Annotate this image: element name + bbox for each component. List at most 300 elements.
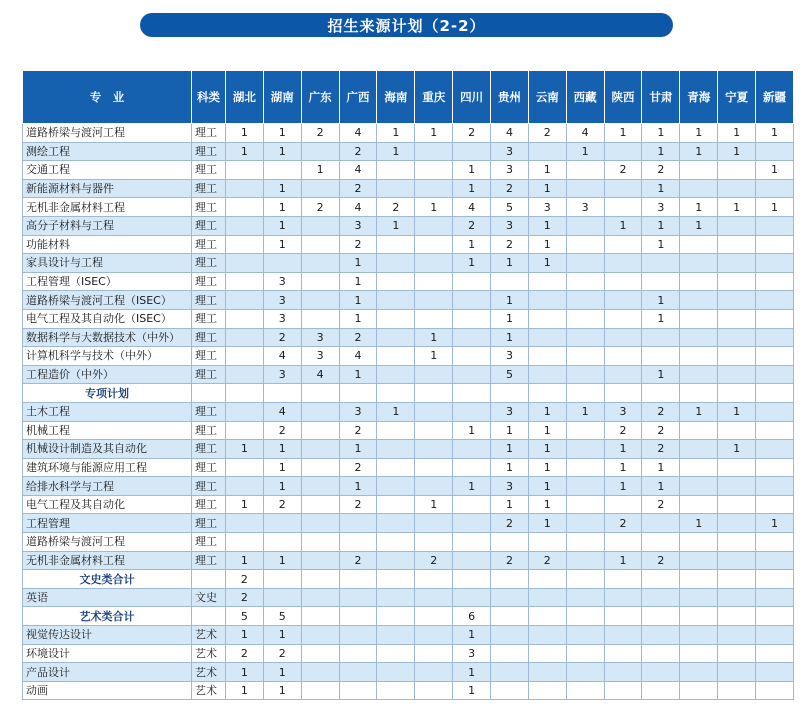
- quota-cell: [718, 551, 756, 570]
- major-cell: 工程管理: [23, 514, 192, 533]
- quota-cell: 1: [528, 495, 566, 514]
- quota-cell: [453, 551, 491, 570]
- quota-cell: 3: [566, 198, 604, 217]
- category-cell: 理工: [192, 198, 226, 217]
- quota-cell: 1: [756, 161, 794, 180]
- quota-cell: [642, 384, 680, 403]
- quota-cell: [680, 607, 718, 626]
- quota-cell: [263, 514, 301, 533]
- quota-cell: [756, 142, 794, 161]
- quota-cell: [566, 328, 604, 347]
- category-cell: 理工: [192, 440, 226, 459]
- quota-cell: 1: [377, 124, 415, 143]
- quota-cell: [415, 216, 453, 235]
- quota-cell: 5: [491, 365, 529, 384]
- quota-cell: 1: [226, 681, 264, 700]
- quota-cell: 4: [491, 124, 529, 143]
- quota-cell: [718, 235, 756, 254]
- quota-cell: [453, 402, 491, 421]
- quota-cell: [756, 495, 794, 514]
- quota-cell: [718, 477, 756, 496]
- quota-cell: [415, 644, 453, 663]
- quota-cell: [339, 607, 377, 626]
- section-row: [23, 607, 794, 626]
- quota-cell: 1: [680, 216, 718, 235]
- quota-cell: [301, 291, 339, 310]
- quota-cell: 1: [491, 254, 529, 273]
- quota-cell: [301, 235, 339, 254]
- quota-cell: 2: [604, 421, 642, 440]
- quota-cell: 4: [566, 124, 604, 143]
- quota-cell: [756, 663, 794, 682]
- quota-cell: 1: [680, 514, 718, 533]
- quota-cell: [263, 254, 301, 273]
- quota-cell: 3: [491, 477, 529, 496]
- quota-cell: 3: [301, 347, 339, 366]
- quota-cell: [377, 272, 415, 291]
- quota-cell: [756, 291, 794, 310]
- quota-cell: 1: [453, 477, 491, 496]
- table-row: [23, 514, 794, 533]
- page-title: 招生来源计划（2-2）: [140, 13, 673, 37]
- quota-cell: [377, 588, 415, 607]
- category-header: 科类: [192, 71, 226, 124]
- quota-cell: [415, 626, 453, 645]
- quota-cell: [718, 495, 756, 514]
- category-cell: [192, 384, 226, 403]
- major-cell: 工程管理（ISEC）: [23, 272, 192, 291]
- quota-cell: [226, 161, 264, 180]
- category-cell: 理工: [192, 291, 226, 310]
- quota-cell: [377, 291, 415, 310]
- quota-cell: 2: [642, 551, 680, 570]
- quota-cell: [566, 626, 604, 645]
- quota-cell: 1: [604, 458, 642, 477]
- quota-cell: 1: [528, 458, 566, 477]
- quota-cell: [415, 477, 453, 496]
- quota-cell: [642, 272, 680, 291]
- quota-cell: 2: [604, 161, 642, 180]
- quota-cell: 1: [415, 328, 453, 347]
- quota-cell: [339, 588, 377, 607]
- quota-cell: [453, 272, 491, 291]
- major-cell: 道路桥梁与渡河工程: [23, 533, 192, 552]
- quota-cell: [339, 663, 377, 682]
- quota-cell: [604, 347, 642, 366]
- quota-cell: [453, 440, 491, 459]
- quota-cell: 3: [491, 161, 529, 180]
- quota-cell: [301, 384, 339, 403]
- quota-cell: [756, 477, 794, 496]
- quota-cell: [491, 644, 529, 663]
- major-cell: 无机非金属材料工程: [23, 198, 192, 217]
- quota-cell: [566, 458, 604, 477]
- quota-cell: [453, 514, 491, 533]
- quota-cell: [566, 681, 604, 700]
- category-cell: 理工: [192, 402, 226, 421]
- quota-cell: 1: [415, 495, 453, 514]
- quota-cell: 2: [642, 402, 680, 421]
- quota-cell: [453, 384, 491, 403]
- quota-cell: [301, 607, 339, 626]
- major-cell: 机械工程: [23, 421, 192, 440]
- quota-cell: [604, 254, 642, 273]
- major-cell: 动画: [23, 681, 192, 700]
- quota-cell: [528, 607, 566, 626]
- quota-cell: 1: [491, 458, 529, 477]
- quota-cell: 3: [263, 309, 301, 328]
- quota-cell: [226, 309, 264, 328]
- table-row: [23, 495, 794, 514]
- quota-cell: 1: [339, 272, 377, 291]
- quota-cell: [453, 291, 491, 310]
- table-row: [23, 365, 794, 384]
- quota-cell: [301, 440, 339, 459]
- major-cell: 高分子材料与工程: [23, 216, 192, 235]
- quota-cell: 1: [604, 551, 642, 570]
- quota-cell: 1: [642, 291, 680, 310]
- quota-cell: [566, 161, 604, 180]
- quota-cell: [680, 533, 718, 552]
- quota-cell: 1: [756, 514, 794, 533]
- quota-cell: [566, 347, 604, 366]
- quota-cell: [604, 309, 642, 328]
- quota-cell: [415, 365, 453, 384]
- quota-cell: [226, 477, 264, 496]
- quota-cell: [491, 626, 529, 645]
- quota-cell: 1: [263, 235, 301, 254]
- major-cell: 机械设计制造及其自动化: [23, 440, 192, 459]
- quota-cell: [339, 514, 377, 533]
- quota-cell: [756, 309, 794, 328]
- quota-cell: 1: [528, 179, 566, 198]
- quota-cell: [528, 328, 566, 347]
- quota-cell: 3: [263, 365, 301, 384]
- quota-cell: [642, 681, 680, 700]
- quota-cell: 5: [226, 607, 264, 626]
- category-cell: 理工: [192, 179, 226, 198]
- category-cell: 理工: [192, 161, 226, 180]
- category-cell: 理工: [192, 254, 226, 273]
- quota-cell: [680, 365, 718, 384]
- table-row: [23, 272, 794, 291]
- quota-cell: 1: [604, 124, 642, 143]
- quota-cell: 3: [263, 272, 301, 291]
- quota-cell: [226, 254, 264, 273]
- quota-cell: [377, 607, 415, 626]
- quota-cell: [453, 495, 491, 514]
- quota-cell: [415, 291, 453, 310]
- quota-cell: 1: [642, 458, 680, 477]
- quota-cell: [642, 254, 680, 273]
- table-row: [23, 124, 794, 143]
- table-row: [23, 142, 794, 161]
- major-cell: 电气工程及其自动化（ISEC）: [23, 309, 192, 328]
- quota-cell: [377, 179, 415, 198]
- quota-cell: [680, 254, 718, 273]
- quota-cell: [566, 272, 604, 291]
- quota-cell: 4: [339, 161, 377, 180]
- quota-cell: 2: [642, 161, 680, 180]
- quota-cell: [226, 291, 264, 310]
- category-cell: 理工: [192, 458, 226, 477]
- category-cell: 理工: [192, 216, 226, 235]
- quota-cell: [566, 588, 604, 607]
- quota-cell: [301, 495, 339, 514]
- quota-cell: 1: [528, 421, 566, 440]
- quota-cell: [263, 570, 301, 589]
- quota-cell: [528, 588, 566, 607]
- quota-cell: 1: [263, 142, 301, 161]
- quota-cell: [415, 514, 453, 533]
- quota-cell: [718, 626, 756, 645]
- quota-cell: 1: [453, 663, 491, 682]
- quota-cell: [377, 328, 415, 347]
- quota-cell: [339, 570, 377, 589]
- quota-cell: [718, 384, 756, 403]
- quota-cell: [377, 626, 415, 645]
- major-cell: 交通工程: [23, 161, 192, 180]
- quota-cell: [226, 216, 264, 235]
- quota-cell: 1: [226, 495, 264, 514]
- major-header: 专 业: [23, 71, 192, 124]
- quota-cell: [377, 663, 415, 682]
- quota-cell: [415, 235, 453, 254]
- category-cell: 理工: [192, 495, 226, 514]
- table-row: [23, 254, 794, 273]
- major-cell: 视觉传达设计: [23, 626, 192, 645]
- quota-cell: [377, 495, 415, 514]
- quota-cell: [718, 514, 756, 533]
- quota-cell: [301, 216, 339, 235]
- quota-cell: [604, 681, 642, 700]
- table-body: [23, 124, 794, 700]
- quota-cell: 4: [453, 198, 491, 217]
- quota-cell: [718, 272, 756, 291]
- quota-cell: 1: [528, 514, 566, 533]
- quota-cell: [377, 440, 415, 459]
- quota-cell: [642, 328, 680, 347]
- quota-cell: [491, 570, 529, 589]
- quota-cell: [604, 365, 642, 384]
- quota-cell: 1: [680, 124, 718, 143]
- quota-cell: 1: [491, 440, 529, 459]
- quota-cell: [756, 402, 794, 421]
- quota-cell: [680, 495, 718, 514]
- table-row: [23, 179, 794, 198]
- quota-cell: [226, 179, 264, 198]
- quota-cell: 1: [756, 124, 794, 143]
- quota-cell: 3: [301, 328, 339, 347]
- quota-cell: [604, 179, 642, 198]
- quota-cell: 1: [718, 124, 756, 143]
- quota-cell: 2: [226, 570, 264, 589]
- quota-cell: [339, 626, 377, 645]
- province-header: 湖北: [226, 71, 264, 124]
- table-header-row: [23, 71, 794, 124]
- quota-cell: [415, 588, 453, 607]
- quota-cell: 1: [453, 626, 491, 645]
- enrollment-plan-table: [22, 70, 794, 700]
- quota-cell: [604, 644, 642, 663]
- quota-cell: [756, 254, 794, 273]
- quota-cell: 1: [528, 440, 566, 459]
- table-row: [23, 309, 794, 328]
- table-row: [23, 402, 794, 421]
- quota-cell: 2: [415, 551, 453, 570]
- major-cell: 工程造价（中外）: [23, 365, 192, 384]
- quota-cell: [604, 533, 642, 552]
- quota-cell: [377, 309, 415, 328]
- quota-cell: 1: [226, 663, 264, 682]
- quota-cell: 1: [680, 142, 718, 161]
- quota-cell: 1: [491, 495, 529, 514]
- quota-cell: [718, 663, 756, 682]
- quota-cell: [226, 272, 264, 291]
- quota-cell: 1: [718, 142, 756, 161]
- quota-cell: 1: [453, 681, 491, 700]
- quota-cell: 2: [491, 235, 529, 254]
- quota-cell: 1: [339, 291, 377, 310]
- quota-cell: [377, 551, 415, 570]
- quota-cell: 2: [226, 644, 264, 663]
- quota-cell: 1: [263, 198, 301, 217]
- quota-cell: [680, 458, 718, 477]
- quota-cell: 1: [491, 328, 529, 347]
- quota-cell: [718, 309, 756, 328]
- quota-cell: [491, 663, 529, 682]
- quota-cell: [680, 272, 718, 291]
- quota-cell: [718, 347, 756, 366]
- quota-cell: [566, 254, 604, 273]
- quota-cell: [301, 142, 339, 161]
- quota-cell: [491, 588, 529, 607]
- quota-cell: 1: [604, 440, 642, 459]
- quota-cell: 2: [226, 588, 264, 607]
- quota-cell: 3: [491, 402, 529, 421]
- quota-cell: 3: [491, 142, 529, 161]
- quota-cell: [718, 644, 756, 663]
- quota-cell: 2: [339, 179, 377, 198]
- quota-cell: 1: [339, 365, 377, 384]
- major-cell: 数据科学与大数据技术（中外）: [23, 328, 192, 347]
- table-row: [23, 291, 794, 310]
- quota-cell: 1: [301, 161, 339, 180]
- quota-cell: [604, 626, 642, 645]
- quota-cell: [377, 347, 415, 366]
- quota-cell: 4: [263, 402, 301, 421]
- quota-cell: 2: [642, 421, 680, 440]
- quota-cell: [566, 291, 604, 310]
- quota-cell: [528, 309, 566, 328]
- quota-cell: 2: [301, 198, 339, 217]
- category-cell: 理工: [192, 328, 226, 347]
- quota-cell: [301, 588, 339, 607]
- quota-cell: 3: [339, 402, 377, 421]
- quota-cell: [226, 198, 264, 217]
- major-cell: 测绘工程: [23, 142, 192, 161]
- quota-cell: [566, 216, 604, 235]
- quota-cell: 1: [263, 477, 301, 496]
- quota-cell: 2: [491, 551, 529, 570]
- quota-cell: 2: [604, 514, 642, 533]
- quota-cell: [604, 328, 642, 347]
- quota-cell: [226, 458, 264, 477]
- quota-cell: 1: [226, 440, 264, 459]
- quota-cell: 2: [453, 124, 491, 143]
- province-header: 广东: [301, 71, 339, 124]
- province-header: 陕西: [604, 71, 642, 124]
- quota-cell: 2: [642, 440, 680, 459]
- quota-cell: [301, 570, 339, 589]
- quota-cell: [566, 644, 604, 663]
- quota-cell: [415, 254, 453, 273]
- table-row: [23, 235, 794, 254]
- quota-cell: [756, 644, 794, 663]
- quota-cell: [301, 514, 339, 533]
- quota-cell: [566, 179, 604, 198]
- quota-cell: 3: [491, 216, 529, 235]
- quota-cell: [453, 365, 491, 384]
- quota-cell: [604, 570, 642, 589]
- quota-cell: 1: [528, 402, 566, 421]
- quota-cell: [680, 588, 718, 607]
- quota-cell: [718, 570, 756, 589]
- category-cell: 理工: [192, 421, 226, 440]
- major-cell: 无机非金属材料工程: [23, 551, 192, 570]
- section-label: 专项计划: [23, 384, 192, 403]
- quota-cell: [377, 477, 415, 496]
- table-row: [23, 533, 794, 552]
- quota-cell: [756, 588, 794, 607]
- category-cell: [192, 570, 226, 589]
- quota-cell: [415, 607, 453, 626]
- quota-cell: [528, 142, 566, 161]
- quota-cell: [377, 514, 415, 533]
- quota-cell: 1: [528, 161, 566, 180]
- major-cell: 土木工程: [23, 402, 192, 421]
- quota-cell: [226, 402, 264, 421]
- quota-cell: [528, 384, 566, 403]
- quota-cell: [566, 384, 604, 403]
- quota-cell: [566, 235, 604, 254]
- quota-cell: 1: [453, 235, 491, 254]
- quota-cell: [301, 644, 339, 663]
- quota-cell: 6: [453, 607, 491, 626]
- quota-cell: [718, 681, 756, 700]
- table-row: [23, 644, 794, 663]
- quota-cell: [415, 384, 453, 403]
- quota-cell: [301, 272, 339, 291]
- quota-cell: [718, 328, 756, 347]
- quota-cell: 1: [604, 216, 642, 235]
- table-row: [23, 551, 794, 570]
- category-cell: 理工: [192, 235, 226, 254]
- quota-cell: 2: [377, 198, 415, 217]
- quota-cell: 1: [453, 179, 491, 198]
- quota-cell: [377, 254, 415, 273]
- quota-cell: 1: [566, 142, 604, 161]
- quota-cell: [718, 291, 756, 310]
- quota-cell: 1: [604, 477, 642, 496]
- quota-cell: [226, 384, 264, 403]
- quota-cell: [604, 272, 642, 291]
- quota-cell: 2: [339, 458, 377, 477]
- quota-cell: [718, 161, 756, 180]
- quota-cell: [377, 644, 415, 663]
- quota-cell: [453, 458, 491, 477]
- quota-cell: [415, 681, 453, 700]
